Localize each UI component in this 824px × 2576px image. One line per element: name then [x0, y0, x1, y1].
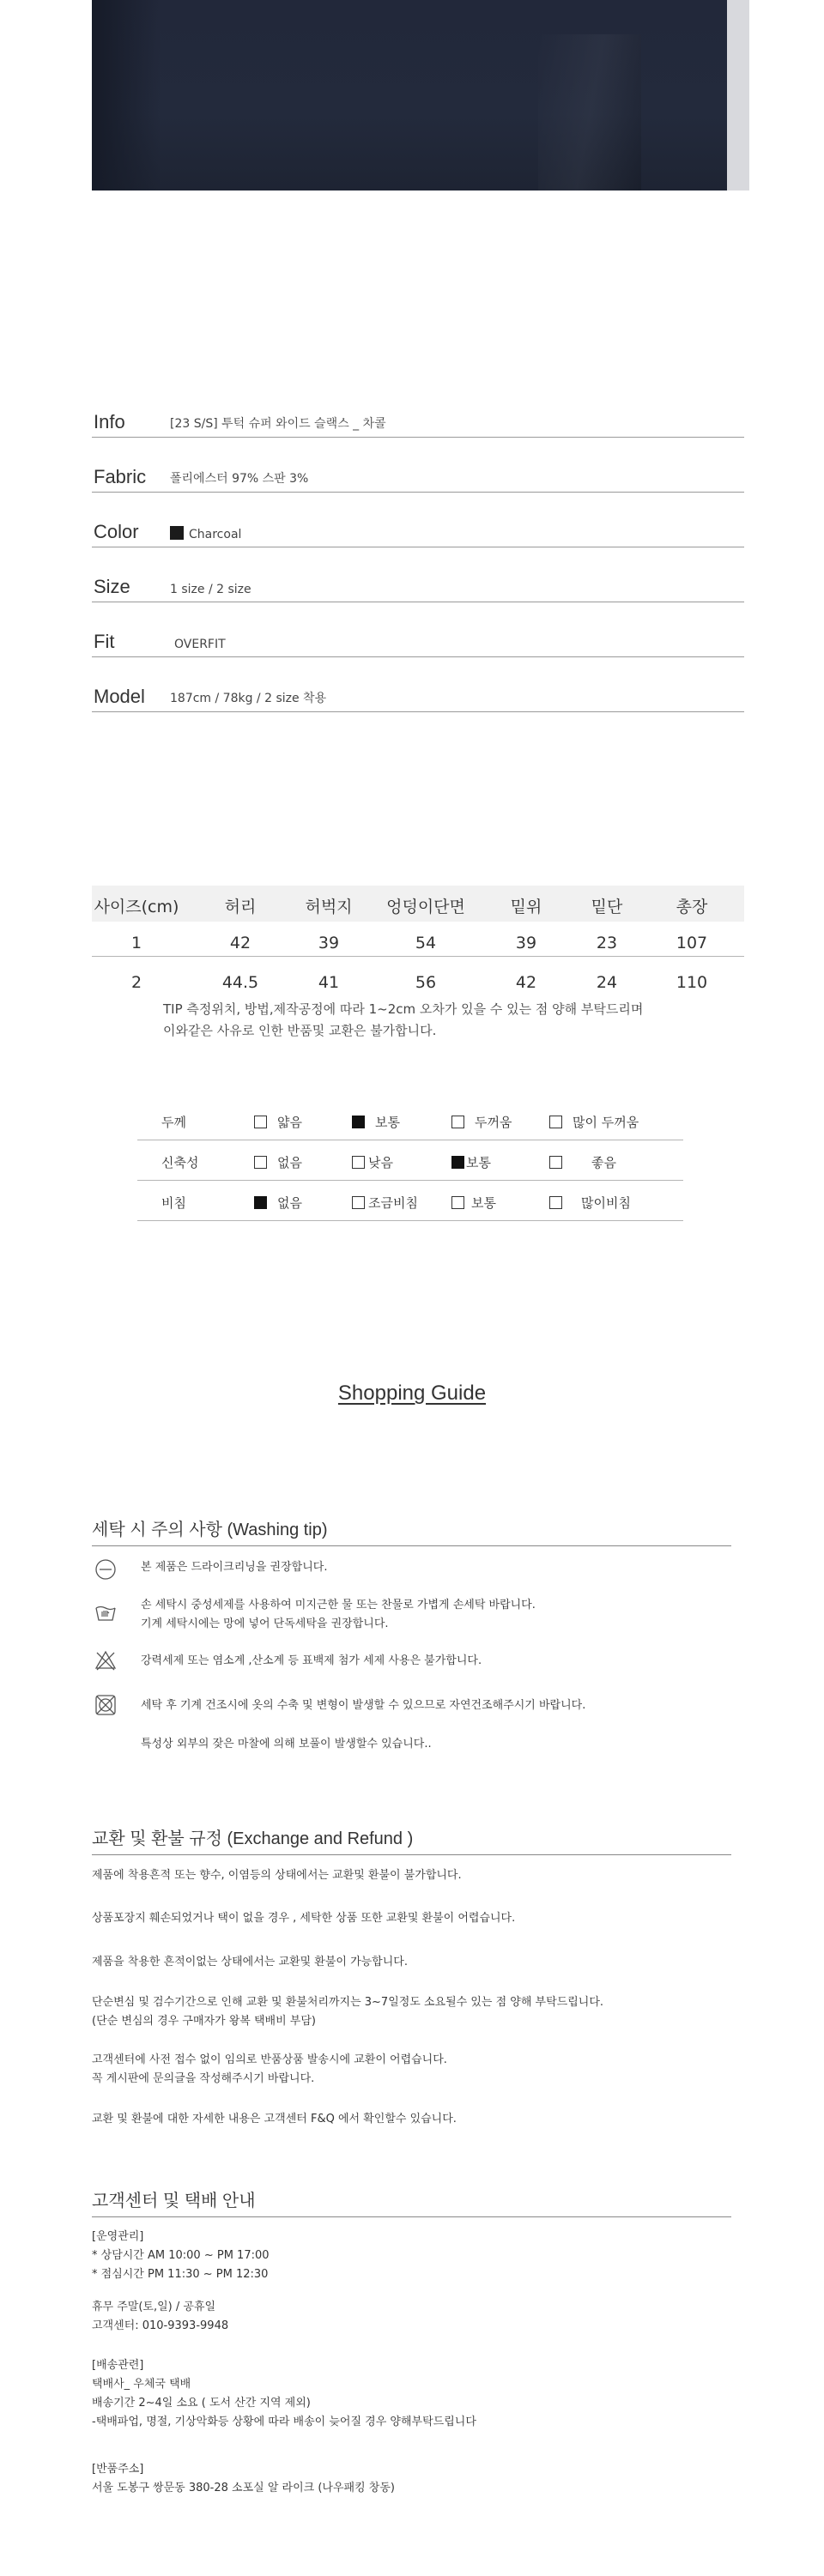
- checkbox: [451, 1196, 464, 1209]
- info-row-model: [92, 686, 744, 712]
- fit-label: Fit: [94, 631, 115, 652]
- size-cell: 56: [415, 973, 437, 992]
- washing-item: [141, 1596, 536, 1634]
- washing-note: 특성상 외부의 잦은 마찰에 의해 보풀이 발생할수 있습니다..: [141, 1738, 432, 1751]
- option-text: 좋음: [591, 1155, 616, 1170]
- option-text: 보통: [375, 1115, 400, 1130]
- exchange-paragraph: [92, 1953, 408, 1972]
- hand-wash-icon: [94, 1601, 117, 1624]
- size-header-cell: 밑단: [591, 898, 623, 916]
- fabric-value: 폴리에스터 97% 스판 3%: [170, 472, 309, 486]
- washing-line: 손 세탁시 중성세제를 사용하여 미지근한 물 또는 찬물로 가볍게 손세탁 바랍니다.: [141, 1599, 536, 1612]
- size-cell: 23: [596, 934, 618, 952]
- checkbox: [451, 1116, 464, 1128]
- color-swatch: [170, 526, 184, 540]
- color-label: Color: [94, 521, 139, 542]
- service-line: * 상담시간 AM 10:00 ~ PM 17:00: [92, 2249, 270, 2262]
- washing-line: 강력세제 또는 염소계 ,산소계 등 표백제 첨가 세제 사용은 불가합니다.: [141, 1654, 482, 1667]
- exchange-line: 상품포장지 훼손되었거나 택이 없을 경우 , 세탁한 상품 또한 교환및 환불이 어렵습니다.: [92, 1912, 516, 1925]
- fit-value: OVERFIT: [174, 638, 226, 651]
- service-title: 고객센터 및 택배 안내: [92, 2186, 731, 2217]
- size-cell: 110: [676, 973, 708, 992]
- option-text: 조금비침: [368, 1195, 418, 1211]
- option-text: 많이 두꺼움: [573, 1115, 639, 1130]
- size-cell: 42: [515, 973, 537, 992]
- no-tumble-dry-icon: [94, 1694, 117, 1716]
- service-line: 휴무 주말(토,일) / 공휴일: [92, 2301, 216, 2313]
- option-text: 보통: [466, 1155, 491, 1170]
- service-line: [배송관련]: [92, 2359, 144, 2372]
- feature-row-thickness: [137, 1100, 683, 1140]
- feature-option: [352, 1113, 400, 1131]
- washing-item: [141, 1558, 327, 1577]
- option-text: 보통: [471, 1195, 496, 1211]
- size-header-cell: 허벅지: [305, 898, 353, 916]
- exchange-paragraph: [92, 2051, 447, 2089]
- service-line: 배송기간 2~4일 소요 ( 도서 산간 지역 제외): [92, 2397, 311, 2410]
- info-row-size: [92, 576, 744, 602]
- size-table-divider: [92, 956, 744, 957]
- info-value: [23 S/S] 투턱 슈퍼 와이드 슬랙스 _ 차콜: [170, 417, 386, 431]
- model-label: Model: [94, 686, 145, 707]
- checkbox: [254, 1156, 267, 1169]
- checkbox: [549, 1196, 562, 1209]
- size-header-cell: 총장: [676, 898, 708, 916]
- feature-option: [254, 1153, 302, 1171]
- checkbox-checked: [254, 1196, 267, 1209]
- washing-item: [141, 1652, 482, 1671]
- exchange-paragraph: [92, 2110, 457, 2129]
- exchange-title: 교환 및 환불 규정 (Exchange and Refund ): [92, 1824, 731, 1855]
- size-cell: 54: [415, 934, 437, 952]
- size-cell: 1: [130, 934, 142, 952]
- feature-label: 신축성: [161, 1155, 199, 1170]
- washing-title: 세탁 시 주의 사항 (Washing tip): [92, 1515, 731, 1546]
- checkbox: [352, 1196, 365, 1209]
- exchange-line: 교환 및 환불에 대한 자세한 내용은 고객센터 F&Q 에서 확인할수 있습니다.: [92, 2113, 457, 2126]
- exchange-paragraph: [92, 1866, 462, 1885]
- checkbox: [254, 1116, 267, 1128]
- no-bleach-icon: [94, 1649, 117, 1672]
- service-line: * 점심시간 PM 11:30 ~ PM 12:30: [92, 2268, 269, 2281]
- feature-option: [549, 1194, 631, 1212]
- size-table-header: [92, 886, 744, 922]
- exchange-line: 단순변심 및 검수기간으로 인해 교환 및 환불처리까지는 3~7일정도 소요될수 있는 점 양해 부탁드립니다.: [92, 1996, 604, 2009]
- feature-option: [254, 1194, 302, 1212]
- feature-row-stretch: [137, 1140, 683, 1181]
- exchange-line: (단순 변심의 경우 구매자가 왕복 택배비 부담): [92, 2015, 316, 2028]
- size-tip-line: 이와같은 사유로 인한 반품및 교환은 불가합니다.: [163, 1023, 437, 1038]
- info-row-info: [92, 411, 744, 438]
- checkbox: [352, 1156, 365, 1169]
- feature-row-sheerness: [137, 1181, 683, 1221]
- service-block-return: [92, 2460, 395, 2498]
- exchange-line: 꼭 게시판에 문의글을 작성해주시기 바랍니다.: [92, 2072, 315, 2085]
- size-cell: 107: [676, 934, 708, 952]
- option-text: 많이비침: [581, 1195, 631, 1211]
- size-value: 1 size / 2 size: [170, 583, 251, 596]
- dry-clean-icon: [94, 1558, 117, 1581]
- checkbox-checked: [451, 1156, 464, 1169]
- option-text: 얇음: [277, 1115, 302, 1130]
- service-block-operation: [92, 2228, 270, 2284]
- service-line: 서울 도봉구 쌍문동 380-28 소포실 알 라이크 (나우패킹 창동): [92, 2482, 395, 2494]
- size-table-row: [92, 922, 744, 964]
- info-label: Info: [94, 411, 125, 432]
- feature-option: [451, 1194, 496, 1212]
- model-value: 187cm / 78kg / 2 size 착용: [170, 692, 327, 705]
- color-value: [170, 526, 241, 541]
- washing-line: 기계 세탁시에는 망에 넣어 단독세탁을 권장합니다.: [141, 1618, 389, 1630]
- service-block-holiday: [92, 2298, 228, 2336]
- option-text: 낮음: [368, 1155, 393, 1170]
- service-line: -택배파업, 명절, 기상악화등 상황에 따라 배송이 늦어질 경우 양해부탁드립니다: [92, 2416, 476, 2428]
- feature-option: [451, 1153, 491, 1171]
- size-header-cell: 허리: [224, 898, 257, 916]
- feature-label: 두께: [161, 1115, 186, 1130]
- option-text: 없음: [277, 1155, 302, 1170]
- size-cell: 2: [130, 973, 142, 992]
- size-cell: 24: [596, 973, 618, 992]
- feature-option: [352, 1194, 418, 1212]
- service-line: 고객센터: 010-9393-9948: [92, 2319, 229, 2332]
- option-text: 두꺼움: [475, 1115, 512, 1130]
- color-name: Charcoal: [189, 528, 242, 541]
- washing-line: 세탁 후 기계 건조시에 옷의 수축 및 변형이 발생할 수 있으므로 자연건조해주시기 바랍니다.: [141, 1699, 586, 1712]
- size-header-cell: 밑위: [510, 898, 542, 916]
- exchange-paragraph: [92, 1909, 515, 1928]
- size-tip-line: TIP 측정위치, 방법,제작공정에 따라 1~2cm 오차가 있을 수 있는 점 양해 부탁드리며: [163, 1001, 644, 1017]
- feature-option: [549, 1113, 639, 1131]
- size-tip: [163, 999, 643, 1042]
- feature-label: 비침: [161, 1195, 186, 1211]
- size-cell: 39: [318, 934, 340, 952]
- feature-option: [549, 1153, 616, 1171]
- exchange-paragraph: [92, 1993, 603, 2031]
- checkbox: [549, 1116, 562, 1128]
- size-label: Size: [94, 576, 130, 597]
- exchange-line: 고객센터에 사전 접수 없이 임의로 반품상품 발송시에 교환이 어렵습니다.: [92, 2053, 447, 2066]
- info-row-fit: [92, 631, 744, 657]
- fabric-label: Fabric: [94, 466, 147, 487]
- service-line: [반품주소]: [92, 2463, 144, 2476]
- washing-item: [141, 1696, 585, 1715]
- product-photo: [92, 0, 749, 190]
- service-line: [운영관리]: [92, 2230, 144, 2243]
- size-header-cell: 엉덩이단면: [386, 898, 465, 916]
- info-row-fabric: [92, 466, 744, 493]
- service-block-delivery: [92, 2356, 476, 2432]
- washing-line: 본 제품은 드라이크리닝을 권장합니다.: [141, 1561, 328, 1574]
- feature-option: [451, 1113, 512, 1131]
- size-table-row: [92, 961, 744, 1004]
- option-text: 없음: [277, 1195, 302, 1211]
- shopping-guide-title: Shopping Guide: [337, 1382, 487, 1405]
- size-cell: 41: [318, 973, 340, 992]
- info-row-color: [92, 521, 744, 547]
- exchange-line: 제품에 착용흔적 또는 향수, 이염등의 상태에서는 교환및 환불이 불가합니다.: [92, 1869, 462, 1882]
- feature-option: [352, 1153, 393, 1171]
- exchange-line: 제품을 착용한 흔적이없는 상태에서는 교환및 환불이 가능합니다.: [92, 1956, 408, 1968]
- checkbox: [549, 1156, 562, 1169]
- feature-option: [254, 1113, 302, 1131]
- size-cell: 42: [229, 934, 251, 952]
- size-cell: 44.5: [221, 973, 259, 992]
- size-cell: 39: [515, 934, 537, 952]
- checkbox-checked: [352, 1116, 365, 1128]
- service-line: 택배사_ 우체국 택배: [92, 2378, 191, 2391]
- size-header-cell: 사이즈(cm): [94, 898, 179, 916]
